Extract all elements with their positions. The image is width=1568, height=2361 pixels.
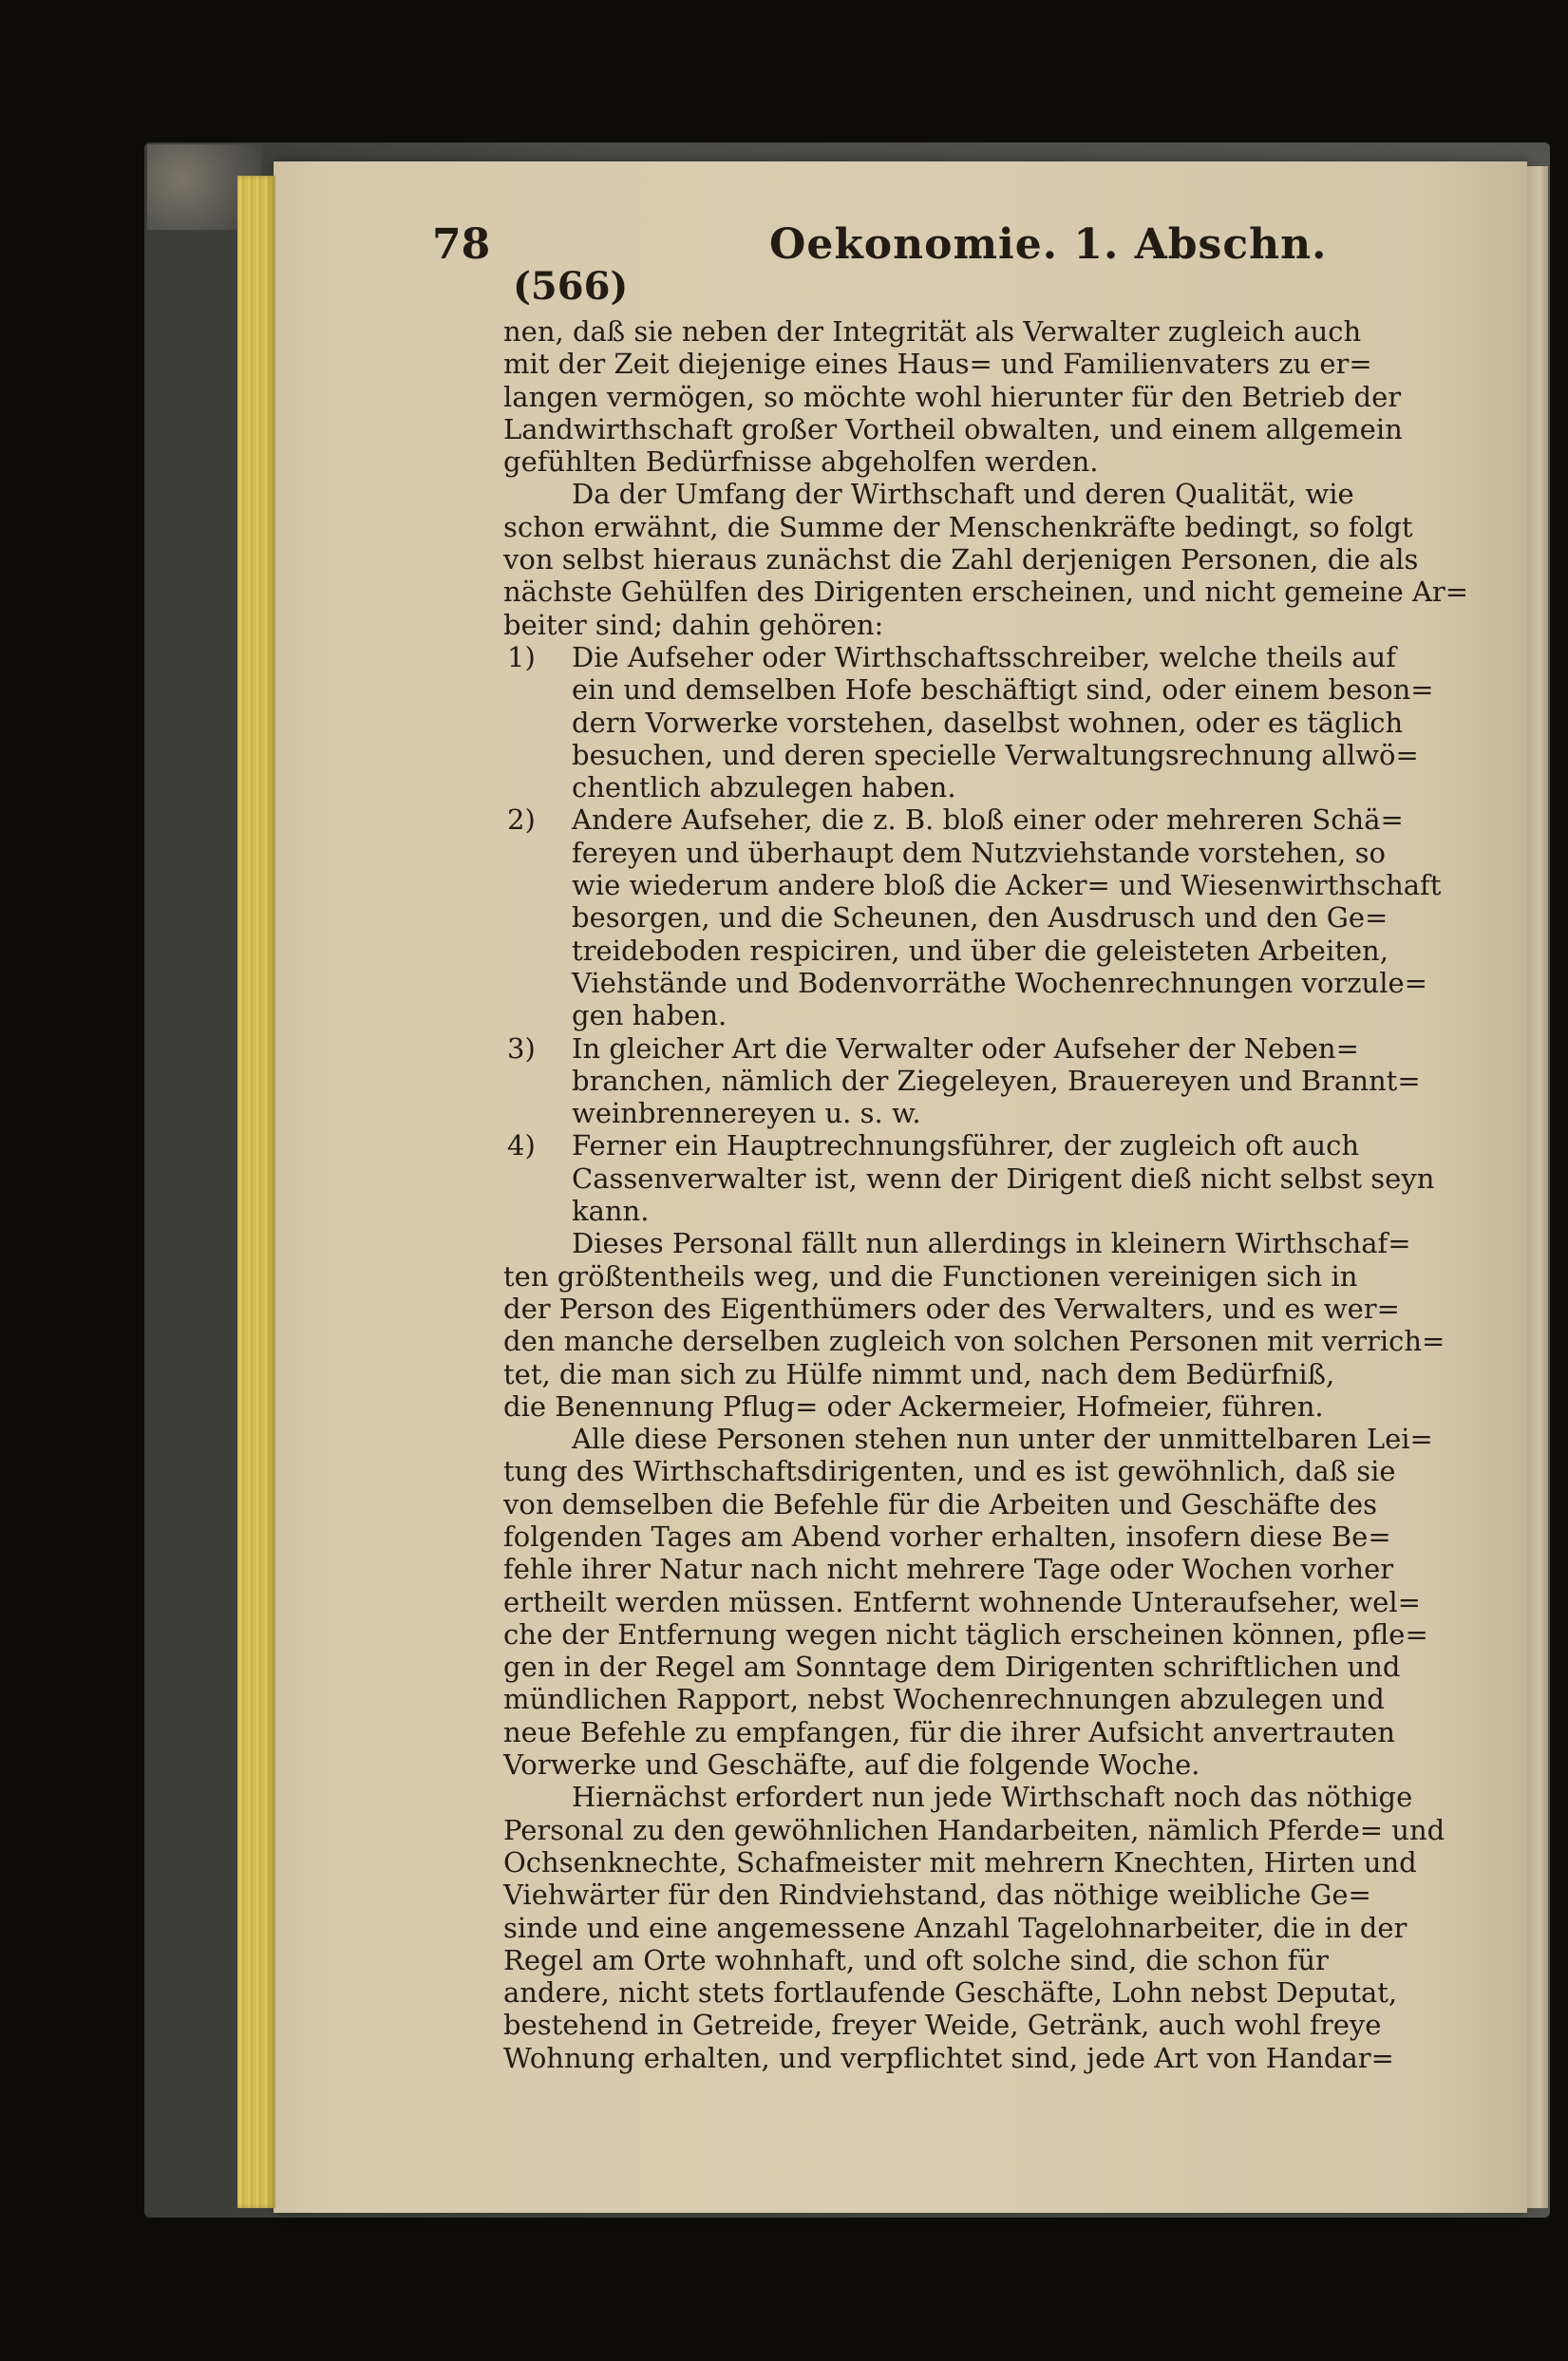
adjacent-page-edge (1527, 166, 1548, 2208)
text-line: ein und demselben Hofe beschäftigt sind, oder einem beson= (572, 673, 1434, 707)
gilded-page-edge (237, 176, 275, 2208)
list-item-line (503, 1129, 1477, 1162)
text-line: treideboden respiciren, und über die geleisteten Arbeiten, (572, 934, 1389, 967)
text-line: beiter sind; dahin gehören: (503, 608, 884, 641)
text-line: bestehend in Getreide, freyer Weide, Getränk, auch wohl freye (503, 2009, 1382, 2042)
text-line: gefühlten Bedürfnisse abgeholfen werden. (503, 445, 1099, 479)
text-line: In gleicher Art die Verwalter oder Aufseher der Neben= (572, 1031, 1359, 1065)
text-line: schon erwähnt, die Summe der Menschenkräfte bedingt, so folgt (503, 510, 1413, 543)
text-line: die Benennung Pflug= oder Ackermeier, Hofmeier, führen. (503, 1389, 1324, 1423)
text-line: Da der Umfang der Wirthschaft und deren Qualität, wie (572, 478, 1354, 511)
text-line: branchen, nämlich der Ziegeleyen, Brauereyen und Brannt= (572, 1064, 1421, 1097)
text-line: Cassenverwalter ist, wenn der Dirigent dieß nicht selbst seyn (572, 1162, 1435, 1195)
text-line: fehle ihrer Natur nach nicht mehrere Tage oder Wochen vorher (503, 1553, 1394, 1586)
text-line: Alle diese Personen stehen nun unter der unmittelbaren Lei= (572, 1423, 1433, 1456)
text-line: langen vermögen, so möchte wohl hierunter für den Betrieb der (503, 380, 1402, 413)
list-item-number: 3) (507, 1031, 536, 1065)
text-line: nächste Gehülfen des Dirigenten erscheinen, und nicht gemeine Ar= (503, 576, 1469, 609)
text-line: von demselben die Befehle für die Arbeiten und Geschäfte des (503, 1487, 1377, 1520)
text-line: ertheilt werden müssen. Entfernt wohnende Unteraufseher, wel= (503, 1585, 1421, 1618)
text-line: mit der Zeit diejenige eines Haus= und Familienvaters zu er= (503, 348, 1372, 381)
text-line: kann. (572, 1195, 650, 1228)
text-line: andere, nicht stets fortlaufende Geschäfte, Lohn nebst Deputat, (503, 1976, 1398, 2010)
text-line: Wohnung erhalten, und verpflichtet sind, jede Art von Handar= (503, 2041, 1394, 2074)
text-line: Die Aufseher oder Wirthschaftsschreiber, welche theils auf (572, 640, 1396, 673)
text-line: chentlich abzulegen haben. (572, 771, 956, 804)
text-line: nen, daß sie neben der Integrität als Verwalter zugleich auch (503, 315, 1362, 348)
text-line: der Person des Eigenthümers oder des Verwalters, und es wer= (503, 1292, 1400, 1325)
text-line: che der Entfernung wegen nicht täglich erscheinen können, pfle= (503, 1617, 1428, 1651)
text-line: ten größtentheils weg, und die Functionen vereinigen sich in (503, 1259, 1358, 1293)
text-line: Hiernächst erfordert nun jede Wirthschaft noch das nöthige (572, 1781, 1413, 1814)
list-item-line (503, 641, 1477, 673)
text-line: mündlichen Rapport, nebst Wochenrechnungen abzulegen und (503, 1683, 1385, 1716)
text-line: tet, die man sich zu Hülfe nimmt und, nach dem Bedürfniß, (503, 1357, 1335, 1390)
running-head: Oekonomie. 1. Abschn. (769, 220, 1328, 269)
body-text (503, 315, 1477, 2074)
text-line: neue Befehle zu empfangen, für die ihrer Aufsicht anvertrauten (503, 1715, 1395, 1748)
text-line: fereyen und überhaupt dem Nutzviehstande vorstehen, so (572, 836, 1386, 869)
list-item-line (503, 1032, 1477, 1065)
text-line: besorgen, und die Scheunen, den Ausdrusch und den Ge= (572, 901, 1389, 935)
text-line: dern Vorwerke vorstehen, daselbst wohnen, oder es täglich (572, 706, 1404, 739)
text-line: wie wiederum andere bloß die Acker= und Wiesenwirthschaft (572, 869, 1442, 902)
text-line: Landwirthschaft großer Vortheil obwalten, und einem allgemein (503, 412, 1403, 445)
text-line: Ferner ein Hauptrechnungsführer, der zugleich oft auch (572, 1129, 1360, 1162)
text-line: den manche derselben zugleich von solchen Personen mit verrich= (503, 1325, 1445, 1358)
page-number: 78 (432, 220, 491, 269)
list-item-number: 4) (507, 1129, 536, 1162)
section-number: (566) (513, 264, 629, 309)
text-line: besuchen, und deren specielle Verwaltungsrechnung allwö= (572, 738, 1419, 771)
text-line: Andere Aufseher, die z. B. bloß einer oder mehreren Schä= (572, 803, 1404, 837)
text-line: Viehwärter für den Rindviehstand, das nöthige weibliche Ge= (503, 1879, 1371, 1912)
list-item-number: 2) (507, 803, 536, 837)
text-line: Regel am Orte wohnhaft, und oft solche sind, die schon für (503, 1943, 1329, 1976)
text-line: weinbrennereyen u. s. w. (572, 1097, 921, 1130)
text-line: Viehstände und Bodenvorräthe Wochenrechnungen vorzule= (572, 966, 1427, 999)
text-line: Dieses Personal fällt nun allerdings in kleinern Wirthschaf= (572, 1227, 1411, 1260)
text-line: Ochsenknechte, Schafmeister mit mehrern Knechten, Hirten und (503, 1845, 1417, 1879)
text-line: Vorwerke und Geschäfte, auf die folgende Woche. (503, 1748, 1200, 1782)
text-line: folgenden Tages am Abend vorher erhalten, insofern diese Be= (503, 1520, 1391, 1553)
text-line: tung des Wirthschaftsdirigenten, und es ist gewöhnlich, daß sie (503, 1455, 1396, 1488)
list-item-number: 1) (507, 640, 536, 673)
text-line: sinde und eine angemessene Anzahl Tagelohnarbeiter, die in der (503, 1911, 1407, 1944)
text-line: von selbst hieraus zunächst die Zahl derjenigen Personen, die als (503, 543, 1419, 576)
text-line: gen haben. (572, 999, 727, 1032)
list-item-line (503, 803, 1477, 836)
text-line: Personal zu den gewöhnlichen Handarbeiten, nämlich Pferde= und (503, 1813, 1445, 1846)
text-line: gen in der Regel am Sonntage dem Dirigenten schriftlichen und (503, 1651, 1401, 1684)
